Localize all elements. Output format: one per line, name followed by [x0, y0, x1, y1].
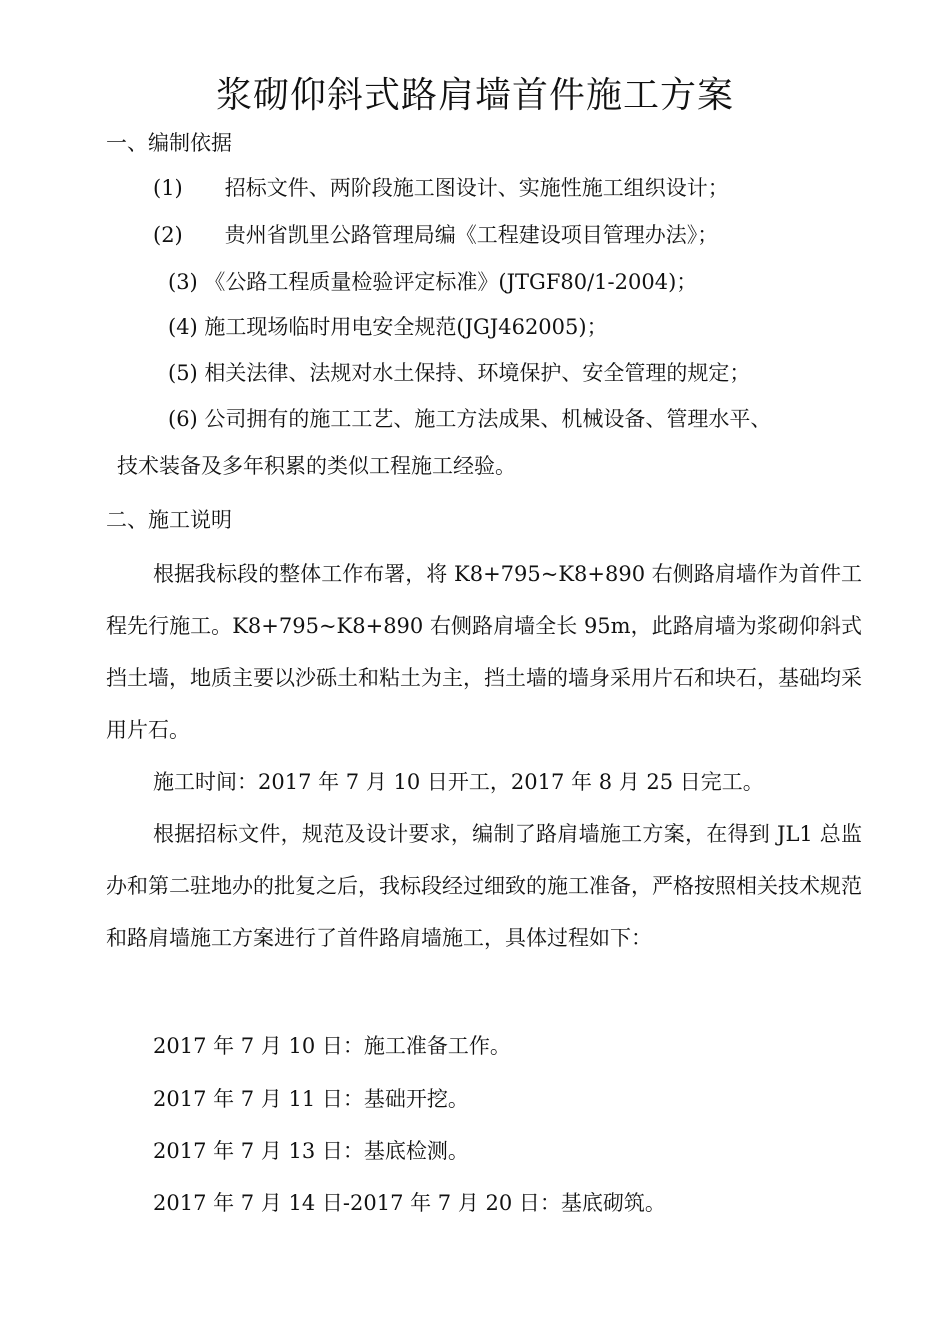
- basis-item-5: (5) 相关法律、法规对水土保持、环境保护、安全管理的规定；: [168, 361, 751, 385]
- description-paragraph-3: 根据招标文件，规范及设计要求，编制了路肩墙施工方案，在得到 JL1 总监办和第二驻地办的批复之后，我标段经过细致的施工准备，严格按照相关技术规范和路肩墙施工方案进行了首件路肩墙施工，具体过程如下：: [106, 822, 862, 950]
- basis-item-4: (4) 施工现场临时用电安全规范(JGJ462005)；: [168, 315, 608, 339]
- document-title: 浆砌仰斜式路肩墙首件施工方案: [215, 75, 734, 116]
- schedule-item-2: 2017 年 7 月 11 日：基础开挖。: [153, 1087, 469, 1111]
- construction-time-paragraph: 施工时间：2017 年 7 月 10 日开工，2017 年 8 月 25 日完工。: [153, 770, 764, 794]
- schedule-item-4: 2017 年 7 月 14 日-2017 年 7 月 20 日：基底砌筑。: [153, 1191, 666, 1215]
- basis-item-6-continuation: 技术装备及多年积累的类似工程施工经验。: [117, 454, 516, 478]
- basis-item-6: (6) 公司拥有的施工工艺、施工方法成果、机械设备、管理水平、: [168, 407, 772, 431]
- basis-item-2: (2) 贵州省凯里公路管理局编《工程建设项目管理办法》；: [153, 223, 719, 247]
- basis-item-1: (1) 招标文件、两阶段施工图设计、实施性施工组织设计；: [153, 176, 729, 200]
- schedule-item-3: 2017 年 7 月 13 日：基底检测。: [153, 1139, 469, 1163]
- section-heading-description: 二、施工说明: [106, 508, 232, 532]
- schedule-item-1: 2017 年 7 月 10 日：施工准备工作。: [153, 1034, 511, 1058]
- basis-item-3: (3) 《公路工程质量检验评定标准》(JTGF80/1-2004)；: [168, 270, 698, 294]
- description-paragraph-1: 根据我标段的整体工作布署，将 K8+795~K8+890 右侧路肩墙作为首件工程先行施工。K8+795~K8+890 右侧路肩墙全长 95m，此路肩墙为浆砌仰斜式挡土墙，地质主要以沙砾土和粘土为主，挡土墙的墙身采用片石和块石，基础均采用片石。: [106, 562, 862, 742]
- section-heading-basis: 一、编制依据: [106, 131, 232, 155]
